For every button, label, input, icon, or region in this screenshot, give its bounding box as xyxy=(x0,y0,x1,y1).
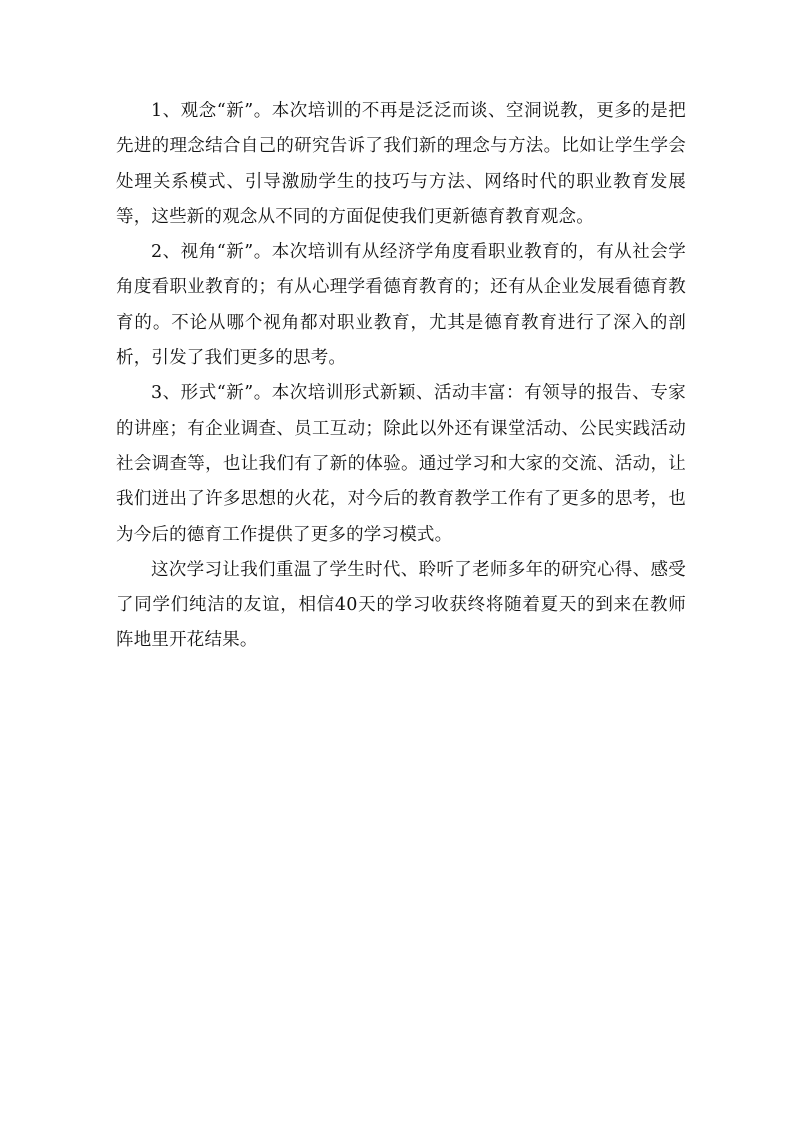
document-body xyxy=(116,94,686,659)
paragraph-perspective-new: 2、视角“新”。本次培训有从经济学角度看职业教育的，有从社会学角度看职业教育的；有从心理学看德育教育的；还有从企业发展看德育教育的。不论从哪个视角都对职业教育，尤其是德育教育进行了深入的剖析，引发了我们更多的思考。 xyxy=(116,242,686,369)
paragraph-concept-new: 1、观念“新”。本次培训的不再是泛泛而谈、空洞说教，更多的是把先进的理念结合自己的研究告诉了我们新的理念与方法。比如让学生学会处理关系模式、引导激励学生的技巧与方法、网络时代的职业教育发展等，这些新的观念从不同的方面促使我们更新德育教育观念。 xyxy=(116,101,686,227)
paragraph-format-new: 3、形式“新”。本次培训形式新颖、活动丰富：有领导的报告、专家的讲座；有企业调查、员工互动；除此以外还有课堂活动、公民实践活动社会调查等，也让我们有了新的体验。通过学习和大家的交流、活动，让我们迸出了许多思想的火花，对今后的教育教学工作有了更多的思考，也为今后的德育工作提供了更多的学习模式。 xyxy=(116,383,686,545)
paragraph-conclusion: 这次学习让我们重温了学生时代、聆听了老师多年的研究心得、感受了同学们纯洁的友谊，相信40天的学习收获终将随着夏天的到来在教师阵地里开花结果。 xyxy=(116,559,686,651)
